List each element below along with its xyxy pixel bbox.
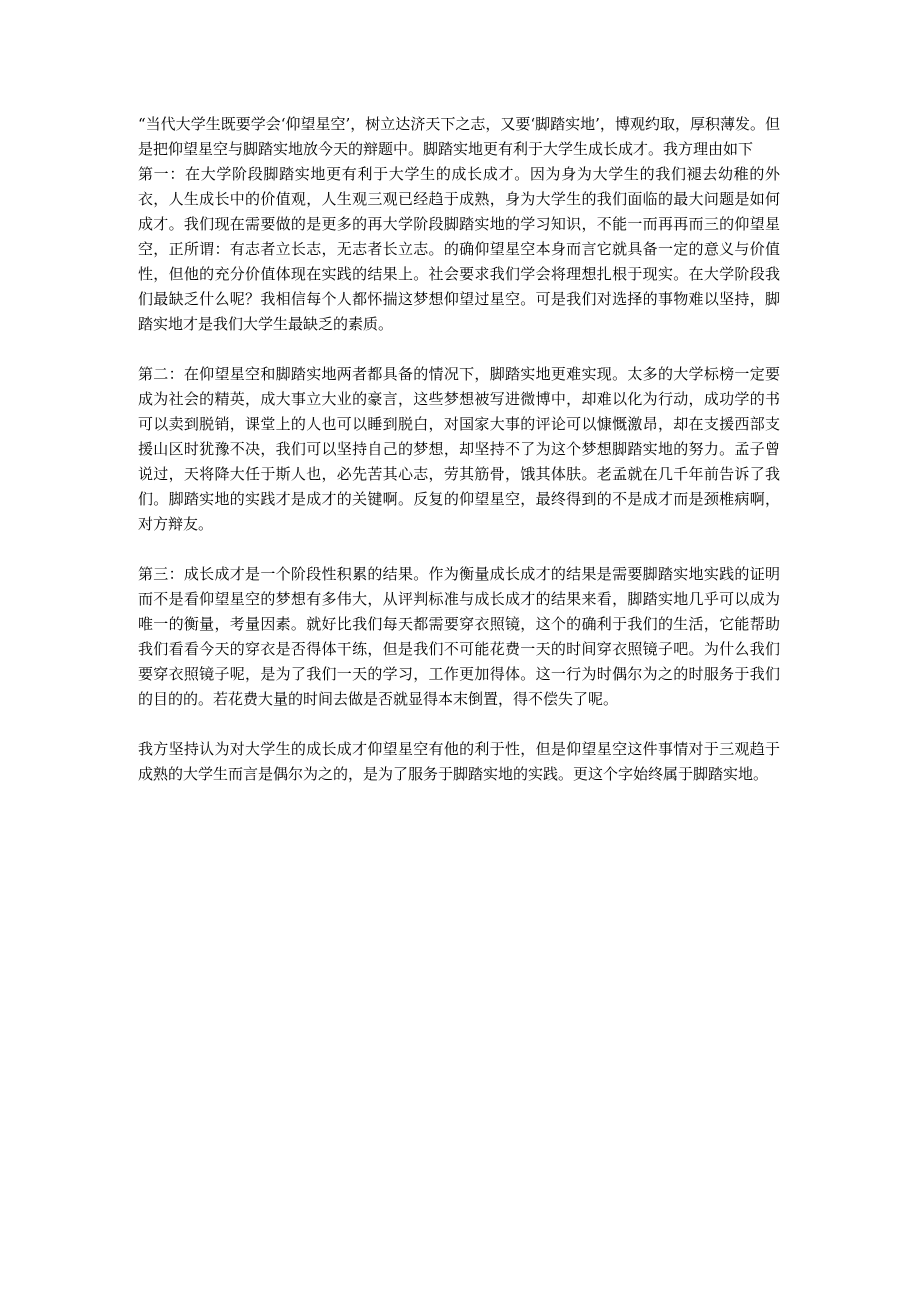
conclusion-paragraph: 我方坚持认为对大学生的成长成才仰望星空有他的利于性，但是仰望星空这件事情对于三观趋于成熟的大学生而言是偶尔为之的，是为了服务于脚踏实地的实践。更这个字始终属于脚踏实地。	[138, 740, 780, 783]
argument-three-paragraph: 第三：成长成才是一个阶段性积累的结果。作为衡量成长成才的结果是需要脚踏实地实践的证明而不是看仰望星空的梦想有多伟大，从评判标准与成长成才的结果来看，脚踏实地几乎可以成为唯一的衡量，考量因素。就好比我们每天都需要穿衣照镜，这个的确利于我们的生活，它能帮助我们看看今天的穿衣是否得体干练，但是我们不可能花费一天的时间穿衣照镜子吧。为什么我们要穿衣照镜子呢，是为了我们一天的学习，工作更加得体。这一行为时偶尔为之的时服务于我们的目的的。若花费大量的时间去做是否就显得本末倒置，得不偿失了呢。	[138, 565, 780, 708]
argument-one-paragraph: 第一：在大学阶段脚踏实地更有利于大学生的成长成才。因为身为大学生的我们褪去幼稚的外衣，人生成长中的价值观，人生观三观已经趋于成熟，身为大学生的我们面临的最大问题是如何成才。我们现在需要做的是更多的再大学阶段脚踏实地的学习知识，不能一而再再而三的仰望星空，正所谓：有志者立长志，无志者长立志。的确仰望星空本身而言它就具备一定的意义与价值性，但他的充分价值体现在实践的结果上。社会要求我们学会将理想扎根于现实。在大学阶段我们最缺乏什么呢？我相信每个人都怀揣这梦想仰望过星空。可是我们对选择的事物难以坚持，脚踏实地才是我们大学生最缺乏的素质。	[138, 165, 780, 333]
intro-paragraph: “当代大学生既要学会‘仰望星空’，树立达济天下之志，又要‘脚踏实地’，博观约取，厚积薄发。但是把仰望星空与脚踏实地放今天的辩题中。脚踏实地更有利于大学生成长成才。我方理由如下	[138, 115, 780, 158]
argument-two-paragraph: 第二：在仰望星空和脚踏实地两者都具备的情况下，脚踏实地更难实现。太多的大学标榜一定要成为社会的精英，成大事立大业的豪言，这些梦想被写进微博中，却难以化为行动，成功学的书可以卖到脱销，课堂上的人也可以睡到脱白，对国家大事的评论可以慷慨激昂，却在支援西部支援山区时犹豫不决，我们可以坚持自己的梦想，却坚持不了为这个梦想脚踏实地的努力。孟子曾说过，天将降大任于斯人也，必先苦其心志，劳其筋骨，饿其体肤。老孟就在几千年前告诉了我们。脚踏实地的实践才是成才的关键啊。反复的仰望星空，最终得到的不是成才而是颈椎病啊，对方辩友。	[138, 365, 780, 533]
document-body	[138, 112, 780, 812]
